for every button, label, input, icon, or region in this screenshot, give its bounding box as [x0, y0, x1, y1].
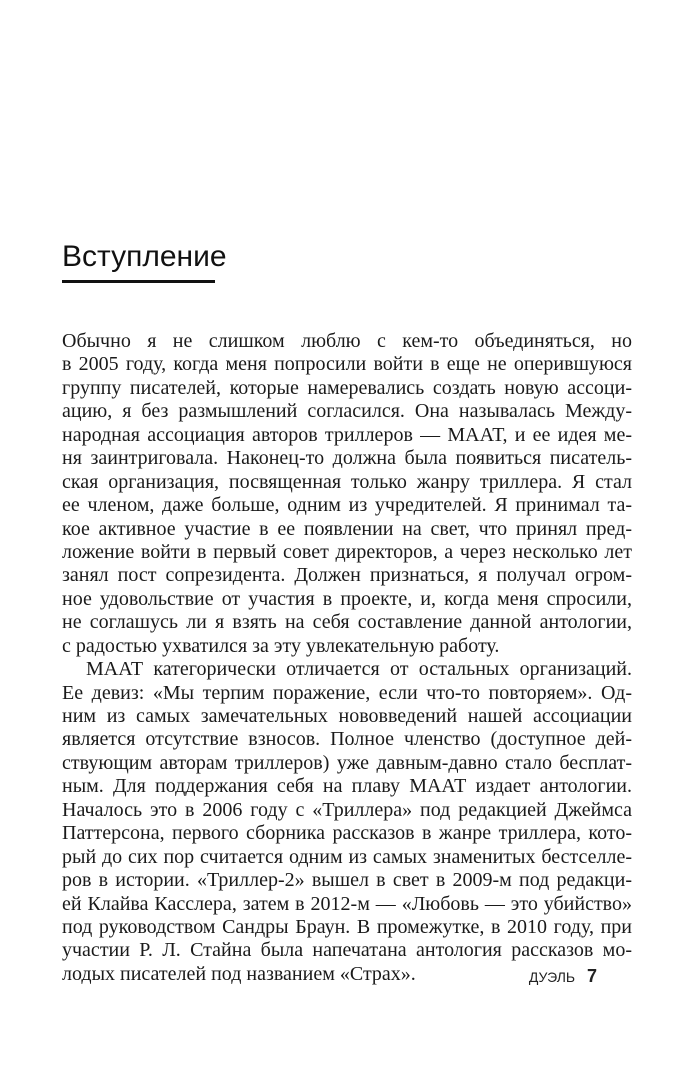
text-line: занял пост сопрезидента. Должен признаться, я получал огром- [62, 564, 632, 587]
text-line: ня заинтриговала. Наконец-то должна была появиться писатель- [62, 447, 632, 470]
text-line: группу писателей, которые намеревались создать новую ассоци- [62, 376, 632, 399]
text-line: ее членом, даже больше, одним из учредителей. Я принимал та- [62, 494, 632, 517]
text-line: рый до сих пор считается одним из самых знаменитых бестселле- [62, 845, 632, 868]
title-underline [62, 280, 215, 283]
chapter-title: Вступление [62, 240, 227, 273]
text-line: является отсутствие взносов. Полное членство (доступное дей- [62, 728, 632, 751]
text-line: не соглашусь ли я взять на себя составление данной антологии, [62, 611, 632, 634]
text-line: ей Клайва Касслера, затем в 2012-м — «Любовь — это убийство» [62, 892, 632, 915]
page-number: 7 [586, 966, 597, 986]
text-line: под руководством Сандры Браун. В промежутке, в 2010 году, при [62, 915, 632, 938]
text-line: участии Р. Л. Стайна была напечатана антология рассказов мо- [62, 939, 632, 962]
text-line: ное удовольствие от участия в проекте, и, когда меня спросили, [62, 587, 632, 610]
text-line: в 2005 году, когда меня попросили войти в еще не оперившуюся [62, 353, 632, 376]
text-line: ствующим авторам триллеров) уже давным-давно стало бесплат- [62, 751, 632, 774]
text-line: ним из самых замечательных нововведений нашей ассоциации [62, 705, 632, 727]
text-line: Паттерсона, первого сборника рассказов в жанре триллера, кото- [62, 822, 632, 845]
text-line: Началось это в 2006 году с «Триллера» под редакцией Джеймса [62, 798, 632, 821]
text-line: кое активное участие в ее появлении на свет, что принял пред- [62, 517, 632, 540]
text-line: МААТ категорически отличается от остальных организаций. [86, 658, 632, 681]
text-line: ров в истории. «Триллер-2» вышел в свет в 2009-м под редакци- [62, 869, 632, 892]
text-line: Обычно я не слишком люблю с кем-то объединяться, но [62, 330, 632, 352]
text-line: лодых писателей под названием «Страх». [62, 962, 416, 985]
text-line: с радостью ухватился за эту увлекательную работу. [62, 634, 500, 657]
text-line: ложение войти в первый совет директоров, а через несколько лет [62, 540, 632, 563]
text-line: Ее девиз: «Мы терпим поражение, если что-то повторяем». Од- [62, 681, 632, 704]
body-text [62, 330, 632, 986]
text-line: ацию, я без размышлений согласился. Она называлась Между- [62, 400, 632, 423]
text-line: ным. Для поддержания себя на плаву МААТ издает антологии. [62, 775, 632, 798]
running-title: ДУЭЛЬ [528, 969, 576, 985]
text-line: ская организация, посвященная только жанру триллера. Я стал [62, 470, 632, 493]
text-line: народная ассоциация авторов триллеров — МААТ, и ее идея ме- [62, 423, 632, 446]
page-footer [529, 966, 597, 987]
